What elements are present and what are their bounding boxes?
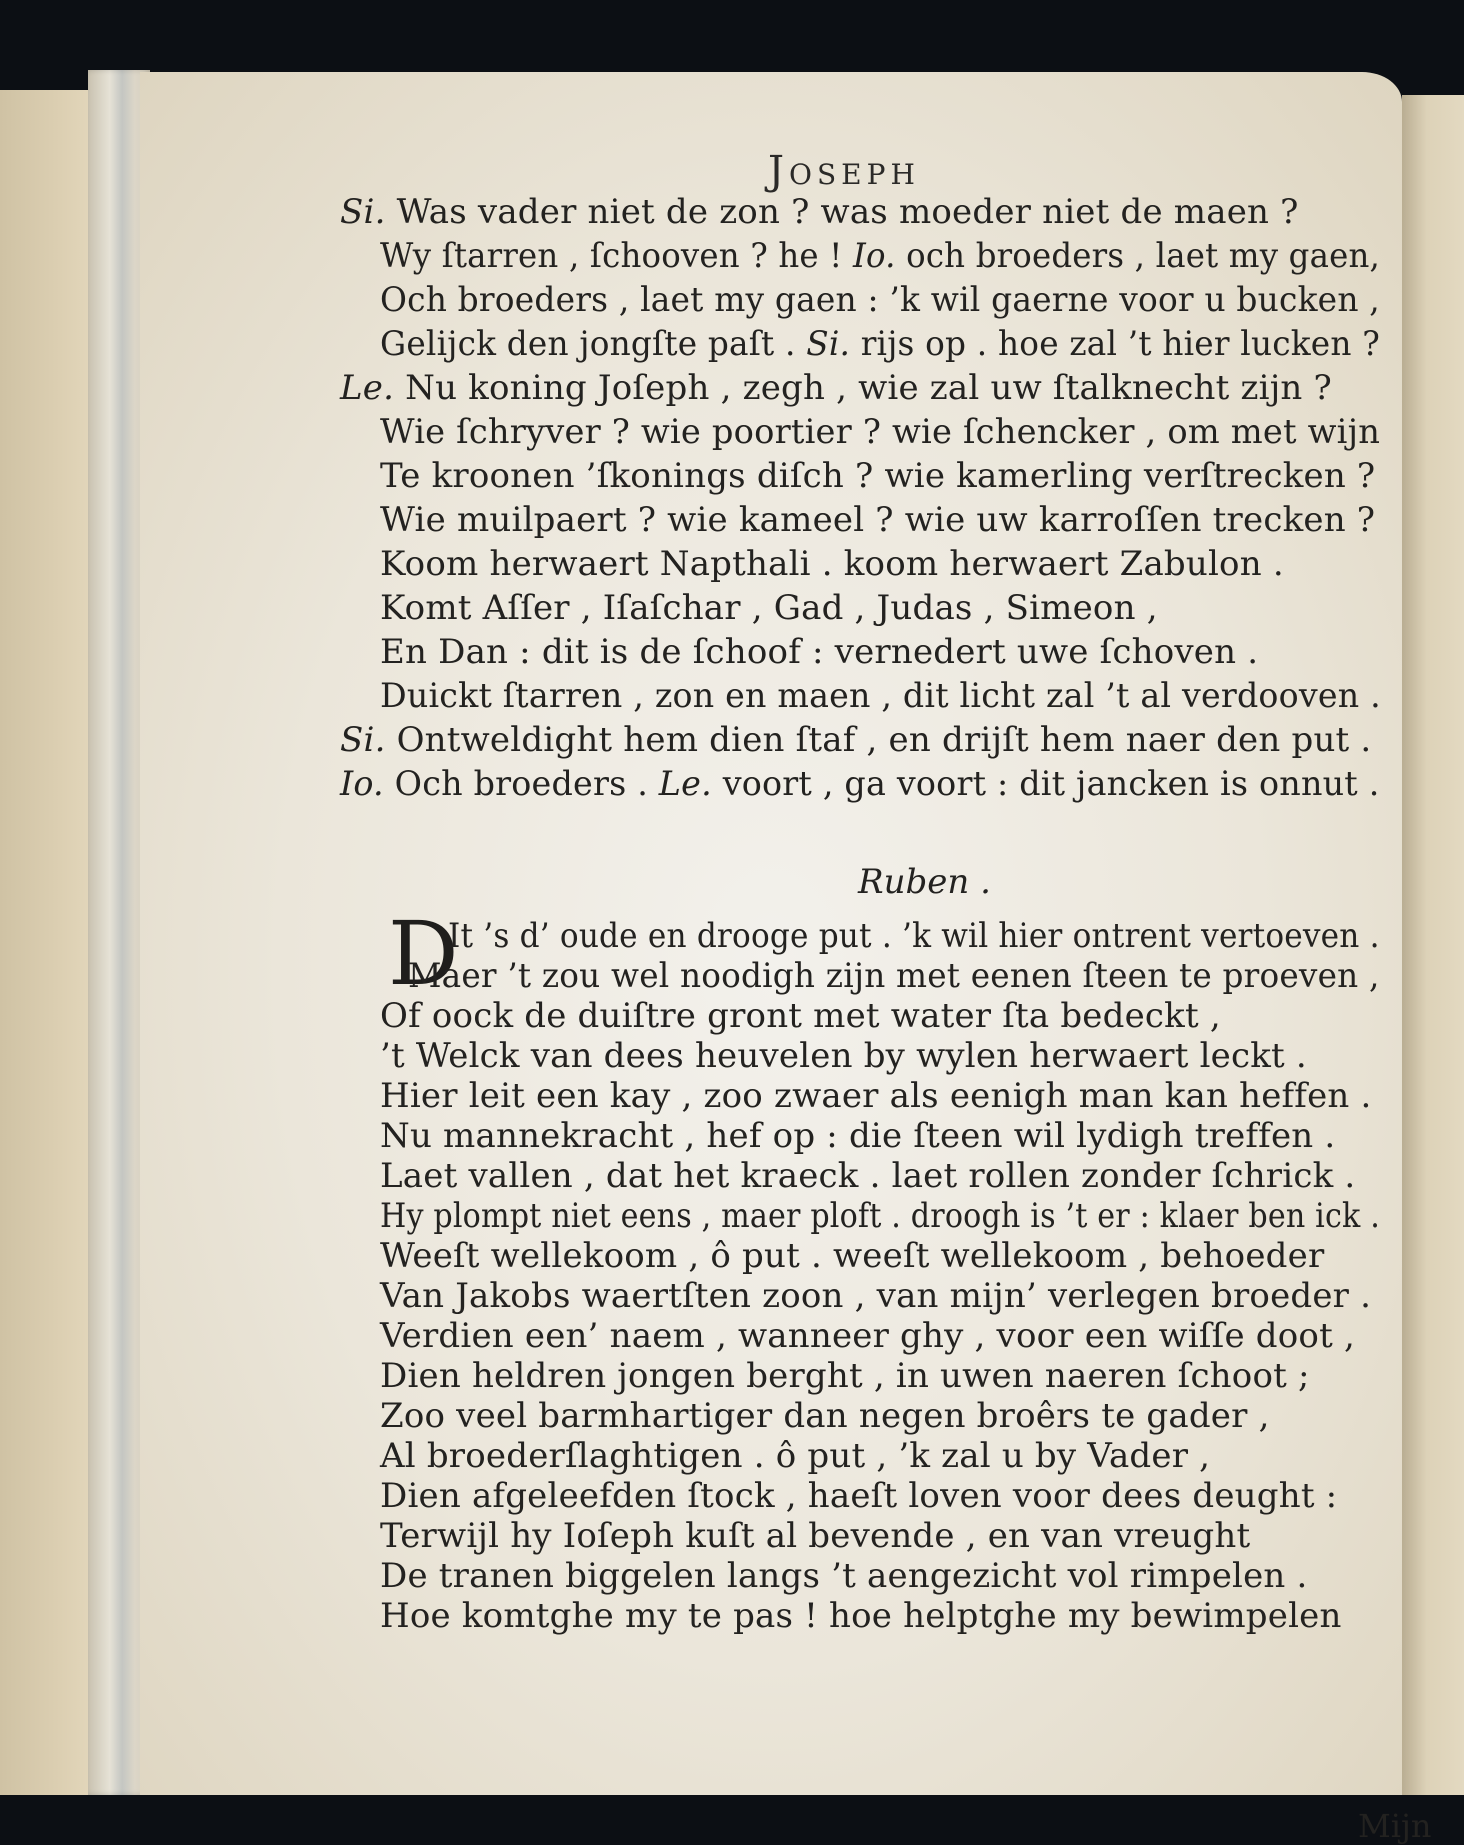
catchword: Mijn (1358, 1807, 1432, 1845)
verse-line (340, 718, 1371, 762)
verse-line (380, 630, 1258, 674)
verse-text: voort , ga voort : dit jancken is onnut . (722, 764, 1380, 804)
verse-line (380, 322, 1380, 366)
verse-text: Van Jakobs waertſten zoon , van mijn’ verlegen broeder . (380, 1276, 1372, 1316)
verse-text: Was vader niet de zon ? was moeder niet de maen ? (396, 192, 1299, 232)
verse-text: Gelijck den jongſte paſt . (380, 324, 796, 364)
verse-text: Och broeders , laet my gaen : ’k wil gaerne voor u bucken , (380, 280, 1380, 320)
verse-text: Wie ſchryver ? wie poortier ? wie ſchencker , om met wijn (380, 412, 1381, 452)
verse-line (380, 1474, 1337, 1518)
verse-line (380, 1594, 1342, 1638)
verse-text: Wy ſtarren , ſchooven ? he ! (380, 236, 843, 276)
verse-text: Duickt ſtarren , zon en maen , dit licht zal ’t al verdooven . (380, 676, 1381, 716)
verse-line (380, 1154, 1355, 1198)
page-content (140, 72, 1432, 1845)
verse-text: Och broeders . (394, 764, 649, 804)
speaker-label: Si. (340, 192, 386, 232)
verse-text: Laet vallen , dat het kraeck . laet rollen zonder ſchrick . (380, 1156, 1356, 1196)
verse-line (380, 1554, 1308, 1598)
verse-text: Dien afgeleefden ſtock , haeſt loven voor dees deught : (380, 1476, 1338, 1516)
verse-text: Ontweldight hem dien ſtaf , en drijſt hem naer den put . (396, 720, 1372, 760)
scene-heading: Ruben . (858, 862, 991, 902)
verse-line (380, 1274, 1371, 1318)
verse-text: Zoo veel barmhartiger dan negen broêrs te gader , (380, 1396, 1270, 1436)
verse-line (380, 234, 1380, 278)
verse-line (380, 1394, 1270, 1438)
verse-text: It ’s d’ oude en drooge put . ’k wil hier ontrent vertoeven . (448, 916, 1380, 956)
verse-line (380, 498, 1375, 542)
verse-line (408, 954, 1380, 998)
verse-text: Hoe komtghe my te pas ! hoe helptghe my bewimpelen (380, 1596, 1342, 1636)
verse-line (448, 914, 1380, 958)
verse-line (380, 994, 1221, 1038)
verse-text: De tranen biggelen langs ’t aengezicht vol rimpelen . (380, 1556, 1308, 1596)
verse-text: Nu koning Joſeph , zegh , wie zal uw ſtalknecht zijn ? (405, 368, 1332, 408)
verse-line (380, 1074, 1372, 1118)
verse-line (380, 410, 1380, 454)
speaker-label: Le. (658, 764, 712, 804)
desk-background (0, 90, 100, 1795)
verse-line (380, 1234, 1324, 1278)
verse-text: Weeſt wellekoom , ô put . weeſt wellekoom , behoeder (380, 1236, 1325, 1276)
verse-line (380, 586, 1158, 630)
running-head: Joseph (768, 148, 920, 194)
verse-text: Wie muilpaert ? wie kameel ? wie uw karroſſen trecken ? (380, 500, 1376, 540)
verse-line (380, 1314, 1355, 1358)
verse-line (340, 366, 1332, 410)
speaker-label: Si. (806, 324, 851, 364)
verse-line (380, 674, 1381, 718)
verse-text: Verdien een’ naem , wanneer ghy , voor een wiſſe doot , (380, 1316, 1355, 1356)
verse-text: Komt Aſſer , Iſaſchar , Gad , Judas , Simeon , (380, 588, 1158, 628)
verse-line (380, 1434, 1210, 1478)
verse-line (380, 278, 1380, 322)
verse-line (340, 762, 1380, 806)
verse-text: och broeders , laet my gaen, (906, 236, 1381, 276)
verse-text: Hier leit een kay , zoo zwaer als eenigh man kan heffen . (380, 1076, 1372, 1116)
verse-text: Terwijl hy Ioſeph kuſt al bevende , en van vreught (380, 1516, 1251, 1556)
verse-line (380, 1034, 1307, 1078)
verse-text: Nu mannekracht , hef op : die ſteen wil lydigh treffen . (380, 1116, 1336, 1156)
drop-cap: D (388, 902, 459, 1005)
facing-page-edge (1402, 95, 1464, 1795)
verse-line (380, 542, 1284, 586)
verse-line (380, 454, 1375, 498)
speaker-label: Si. (340, 720, 386, 760)
speaker-label: Io. (853, 236, 896, 276)
verse-text: Dien heldren jongen berght , in uwen naeren ſchoot ; (380, 1356, 1310, 1396)
verse-text: rijs op . hoe zal ’t hier lucken ? (860, 324, 1381, 364)
speaker-label: Io. (340, 764, 384, 804)
book-page (140, 72, 1432, 1845)
verse-text: Koom herwaert Napthali . koom herwaert Zabulon . (380, 544, 1284, 584)
verse-text: Te kroonen ’ſkonings diſch ? wie kamerling verſtrecken ? (380, 456, 1376, 496)
verse-text: Maer ’t zou wel noodigh zijn met eenen ſteen te proeven , (408, 956, 1380, 996)
verse-line (380, 1114, 1335, 1158)
verse-text: Al broederſlaghtigen . ô put , ’k zal u by Vader , (380, 1436, 1211, 1476)
verse-text: Hy plompt niet eens , maer ploft . droogh is ’t er : klaer ben ick . (380, 1196, 1380, 1236)
verse-text: Of oock de duiſtre gront met water ſta bedeckt , (380, 996, 1221, 1036)
verse-line (380, 1354, 1310, 1398)
speaker-label: Le. (340, 368, 395, 408)
verse-line (340, 190, 1299, 234)
verse-text: En Dan : dit is de ſchoof : vernedert uwe ſchoven . (380, 632, 1259, 672)
verse-line (380, 1514, 1250, 1558)
verse-line (380, 1194, 1380, 1238)
verse-text: ’t Welck van dees heuvelen by wylen herwaert leckt . (380, 1036, 1307, 1076)
